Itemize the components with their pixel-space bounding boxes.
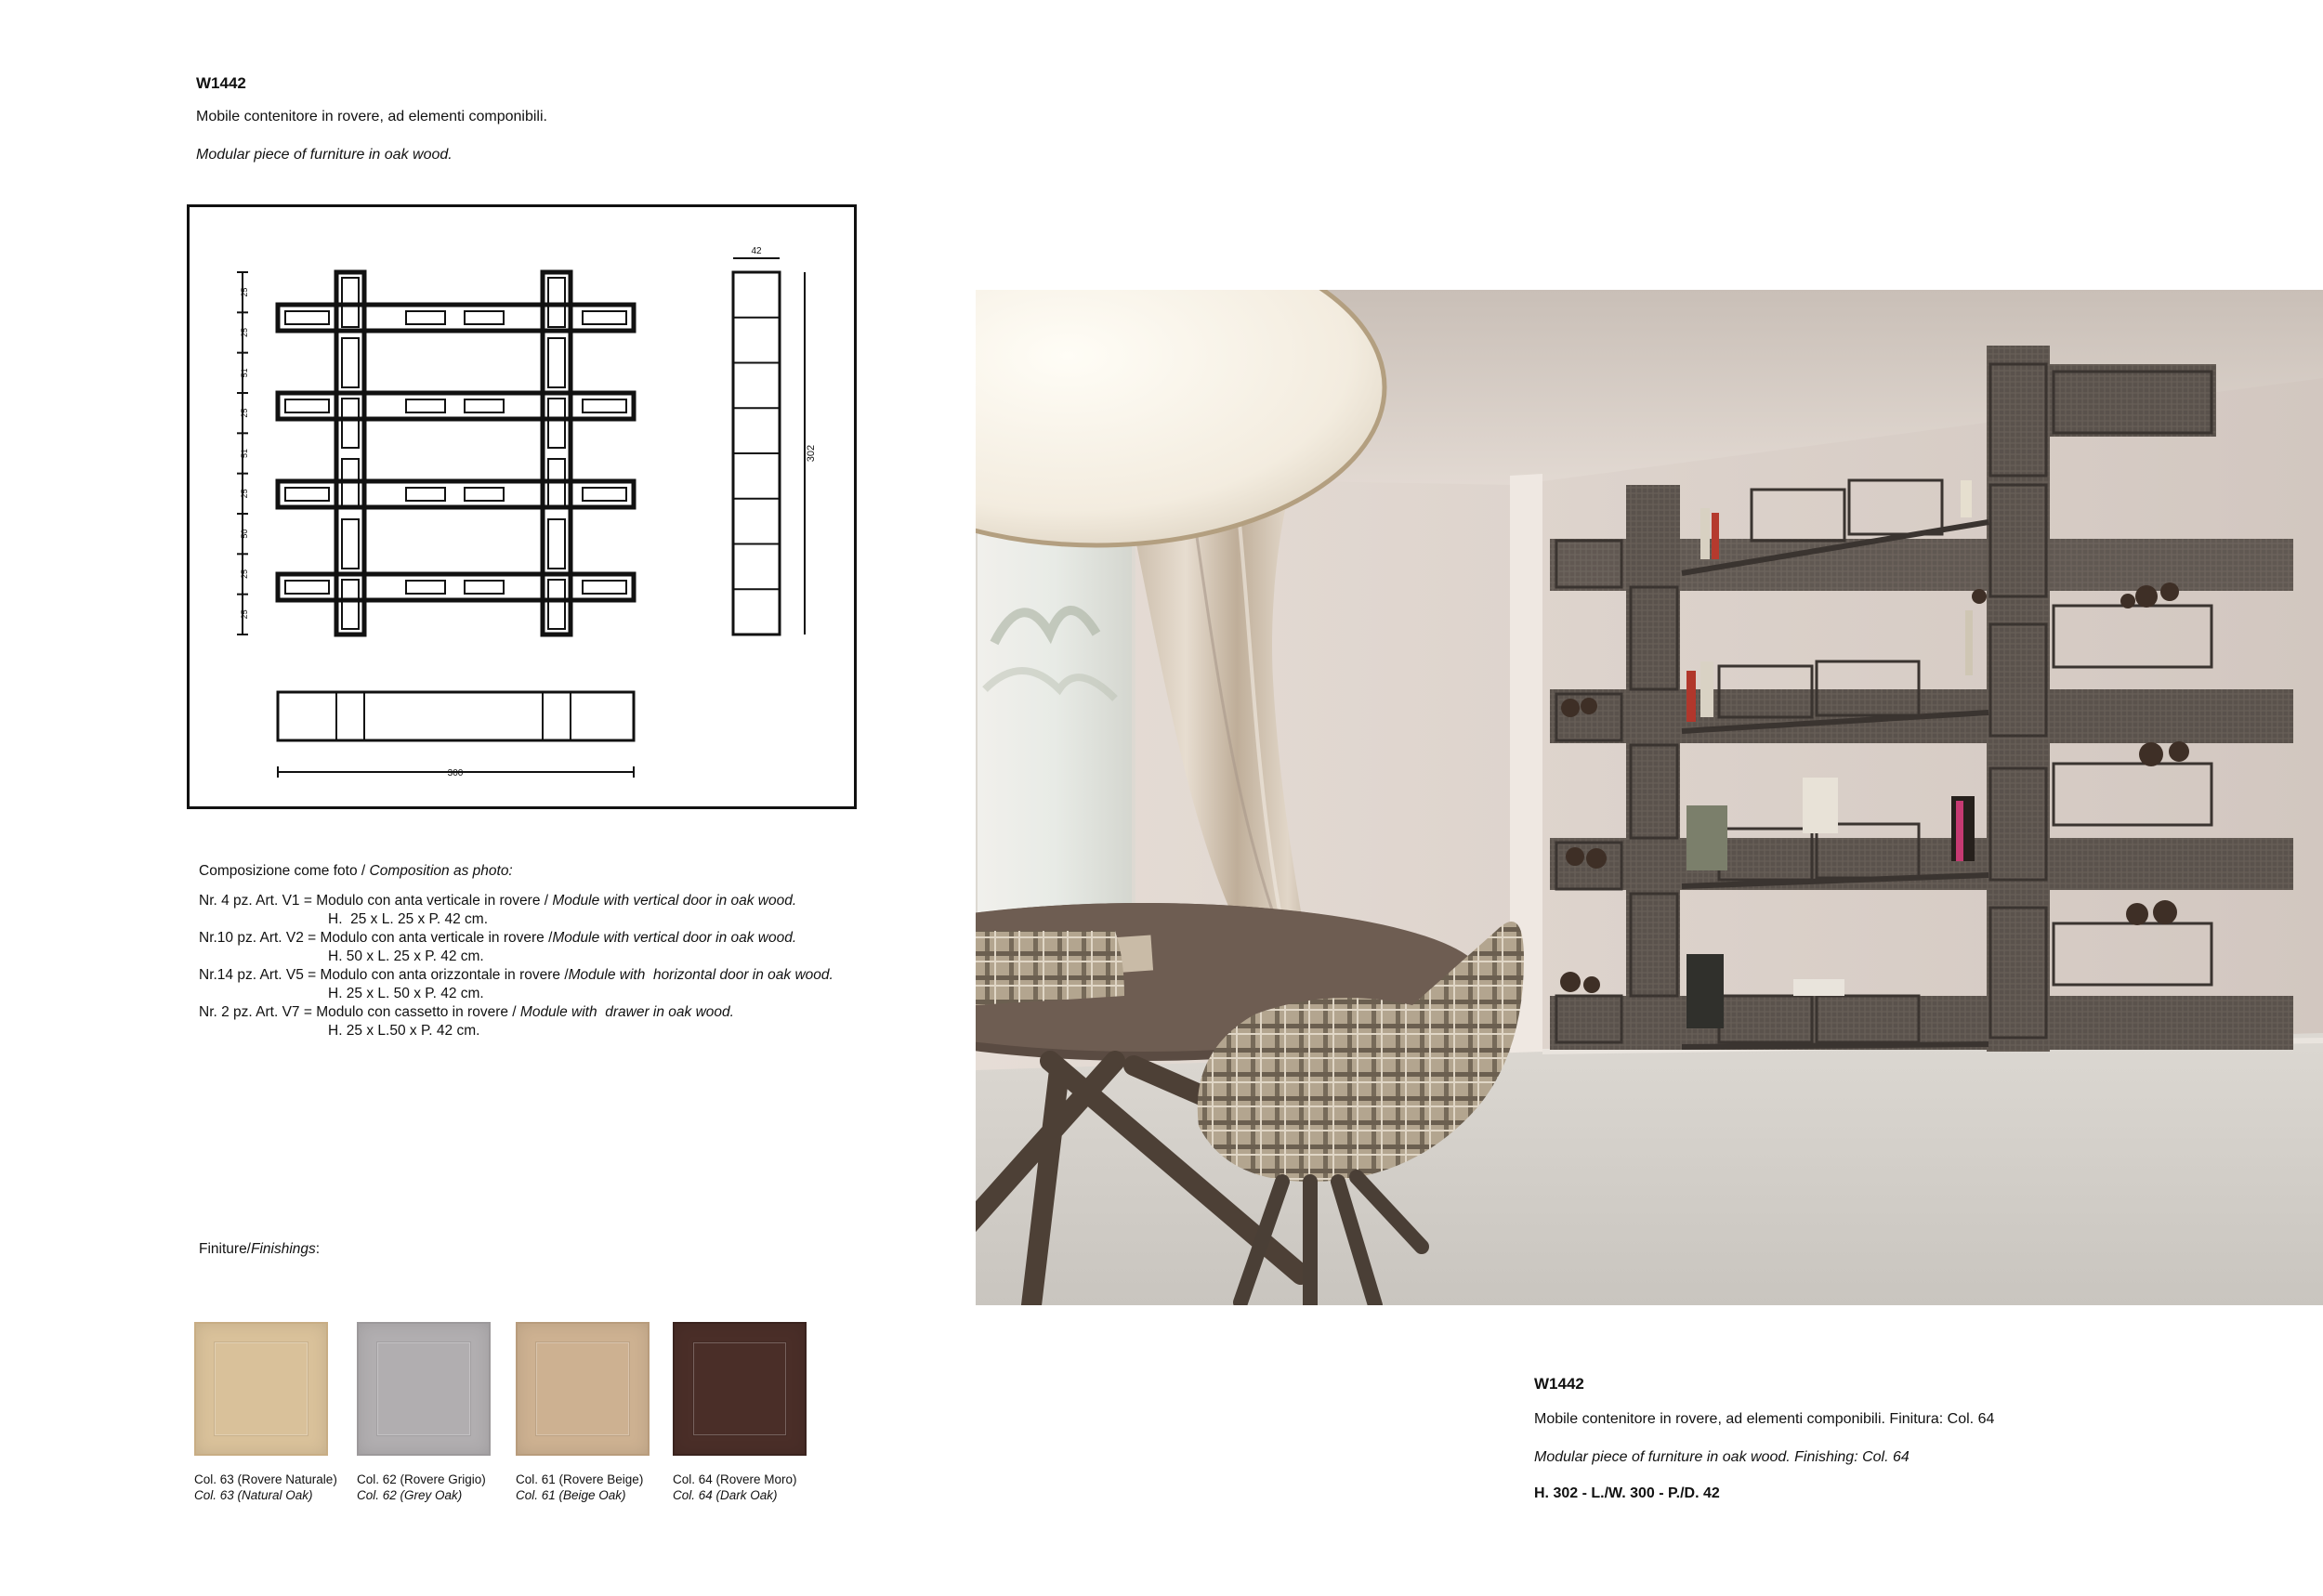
module-door [342,519,359,569]
composition-item [199,892,924,910]
front-row [278,574,634,600]
composition-item-en: Module with horizontal door in oak wood. [568,967,833,983]
dimension-label: 50 [240,529,249,539]
module-door [406,488,445,501]
module-door [285,488,329,501]
finish-swatch [194,1322,328,1456]
module-door [406,399,445,412]
module-door [285,581,329,594]
dimension-label: 25 [240,287,249,297]
module-door [465,311,504,324]
module-door [342,580,359,629]
composition-list [199,862,924,1040]
finishings-heading [199,1240,320,1259]
dimension-label: 25 [240,609,249,620]
finish-label-en: Col. 63 (Natural Oak) [194,1488,313,1502]
module-door [548,338,565,387]
finish-label [357,1472,486,1503]
composition-heading [199,862,924,881]
width-label: 300 [447,768,464,778]
dimension-label: 25 [240,327,249,338]
front-row [278,393,634,419]
module-door [406,581,445,594]
composition-item-en: Module with vertical door in oak wood. [552,893,797,909]
composition-item-dims: H. 25 x L.50 x P. 42 cm. [328,1023,480,1039]
module-door [465,488,504,501]
depth-label: 42 [751,246,762,256]
finishings-heading-en: Finishings [251,1241,316,1257]
description-english: Modular piece of furniture in oak wood. [196,147,453,163]
composition-item [199,966,924,985]
finish-label-it: Col. 62 (Rovere Grigio) [357,1472,486,1486]
composition-item [199,1003,924,1022]
composition-item-en: Module with vertical door in oak wood. [552,930,797,946]
bottom-product-code: W1442 [1534,1375,1584,1393]
finish-label [673,1472,797,1503]
composition-item-en: Module with drawer in oak wood. [519,1004,734,1020]
composition-item-dims: H. 25 x L. 50 x P. 42 cm. [328,986,484,1001]
room-illustration [976,290,2323,1305]
finish-swatch [357,1322,491,1456]
swatch-panel [215,1342,308,1435]
front-row [278,305,634,331]
finish-swatch [673,1322,807,1456]
module-door [342,399,359,448]
module-door [583,488,626,501]
module-door [583,311,626,324]
finishings-heading-it: Finiture/ [199,1241,251,1257]
composition-item-it: Nr.14 pz. Art. V5 = Modulo con anta orizzontale in rovere / [199,967,569,983]
module-door [465,581,504,594]
swatch-panel [536,1342,629,1435]
finish-label [194,1472,337,1503]
product-code: W1442 [196,74,246,92]
finish-swatch [516,1322,650,1456]
module-door [548,519,565,569]
dimension-label: 25 [240,569,249,580]
module-door [465,399,504,412]
finish-label-en: Col. 64 (Dark Oak) [673,1488,778,1502]
module-door [285,399,329,412]
composition-item-it: Nr.10 pz. Art. V2 = Modulo con anta verticale in rovere / [199,930,553,946]
composition-item [199,929,924,948]
dimension-label: 25 [240,489,249,499]
plan-view [278,692,634,740]
front-row [278,481,634,507]
dimension-label: 25 [240,408,249,418]
product-photo [976,290,2323,1305]
dimension-label: 51 [240,368,249,378]
module-door [583,399,626,412]
module-door [548,580,565,629]
finish-label-it: Col. 64 (Rovere Moro) [673,1472,797,1486]
finish-label-en: Col. 62 (Grey Oak) [357,1488,463,1502]
height-label: 302 [806,444,817,463]
module-door [285,311,329,324]
bottom-description-english: Modular piece of furniture in oak wood. Finishing: Col. 64 [1534,1449,1910,1465]
module-door [583,581,626,594]
module-door [342,338,359,387]
finish-label [516,1472,643,1503]
finishings-heading-colon: : [315,1241,321,1257]
swatch-panel [377,1342,470,1435]
composition-item-it: Nr. 2 pz. Art. V7 = Modulo con cassetto in rovere / [199,1004,520,1020]
technical-drawing [190,207,854,806]
composition-item-dims: H. 25 x L. 25 x P. 42 cm. [328,911,489,927]
composition-heading-en: Composition as photo: [369,863,513,879]
composition-heading-it: Composizione come foto / [199,863,370,879]
module-door [548,399,565,448]
bottom-description-italian: Mobile contenitore in rovere, ad elementi componibili. Finitura: Col. 64 [1534,1411,1995,1427]
bottom-dimensions: H. 302 - L./W. 300 - P./D. 42 [1534,1485,1720,1501]
dimension-label: 51 [240,448,249,459]
finish-label-it: Col. 63 (Rovere Naturale) [194,1472,337,1486]
composition-item-it: Nr. 4 pz. Art. V1 = Modulo con anta verticale in rovere / [199,893,553,909]
module-door [406,311,445,324]
finish-label-en: Col. 61 (Beige Oak) [516,1488,626,1502]
finish-label-it: Col. 61 (Rovere Beige) [516,1472,644,1486]
technical-drawing-frame [187,204,857,809]
description-italian: Mobile contenitore in rovere, ad elementi componibili. [196,109,547,124]
composition-item-dims: H. 50 x L. 25 x P. 42 cm. [328,948,484,964]
swatch-panel [693,1342,786,1435]
